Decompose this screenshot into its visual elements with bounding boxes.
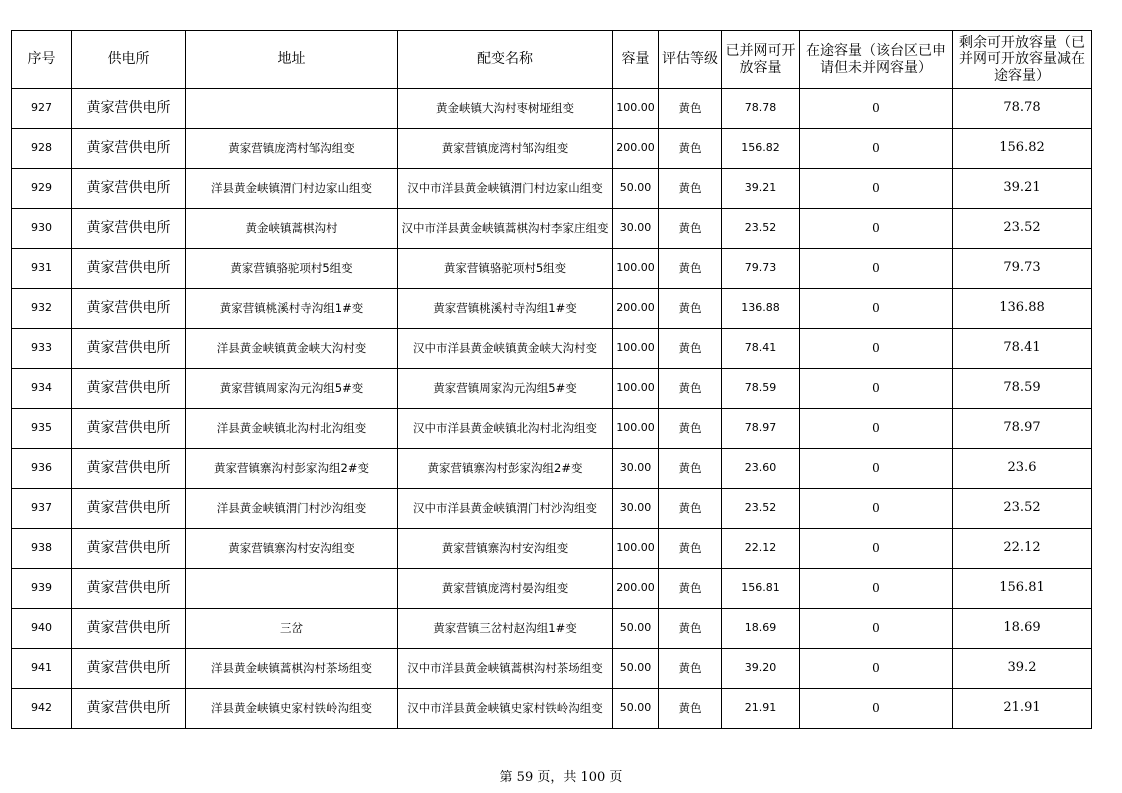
- cell-available: 23.60: [722, 449, 800, 489]
- cell-remaining: 21.91: [953, 689, 1092, 729]
- cell-in-transit: 0: [800, 369, 953, 409]
- cell-available: 23.52: [722, 489, 800, 529]
- table-row: [12, 409, 1092, 449]
- cell-grade: 黄色: [659, 89, 722, 129]
- cell-grade: 黄色: [659, 129, 722, 169]
- cell-seq: 936: [12, 449, 72, 489]
- cell-seq: 934: [12, 369, 72, 409]
- cell-remaining: 78.97: [953, 409, 1092, 449]
- cell-seq: 933: [12, 329, 72, 369]
- cell-address: 黄家营镇骆驼项村5组变: [186, 249, 398, 289]
- cell-in-transit: 0: [800, 249, 953, 289]
- cell-grade: 黄色: [659, 369, 722, 409]
- cell-grade: 黄色: [659, 529, 722, 569]
- cell-grade: 黄色: [659, 169, 722, 209]
- header-station: 供电所: [72, 31, 186, 89]
- cell-grade: 黄色: [659, 249, 722, 289]
- cell-in-transit: 0: [800, 129, 953, 169]
- cell-capacity: 100.00: [613, 529, 659, 569]
- cell-available: 22.12: [722, 529, 800, 569]
- cell-address: 三岔: [186, 609, 398, 649]
- cell-available: 156.81: [722, 569, 800, 609]
- cell-transformer-name: 黄家营镇骆驼项村5组变: [398, 249, 613, 289]
- cell-grade: 黄色: [659, 569, 722, 609]
- cell-seq: 928: [12, 129, 72, 169]
- cell-grade: 黄色: [659, 489, 722, 529]
- cell-seq: 938: [12, 529, 72, 569]
- cell-remaining: 136.88: [953, 289, 1092, 329]
- cell-station: 黄家营供电所: [72, 649, 186, 689]
- cell-in-transit: 0: [800, 329, 953, 369]
- cell-capacity: 30.00: [613, 449, 659, 489]
- cell-capacity: 50.00: [613, 169, 659, 209]
- table-row: [12, 569, 1092, 609]
- cell-station: 黄家营供电所: [72, 329, 186, 369]
- cell-remaining: 18.69: [953, 609, 1092, 649]
- cell-seq: 935: [12, 409, 72, 449]
- table-row: [12, 289, 1092, 329]
- cell-in-transit: 0: [800, 449, 953, 489]
- cell-station: 黄家营供电所: [72, 569, 186, 609]
- cell-address: 黄家营镇庞湾村邹沟组变: [186, 129, 398, 169]
- cell-address: 洋县黄金峡镇渭门村沙沟组变: [186, 489, 398, 529]
- cell-capacity: 200.00: [613, 289, 659, 329]
- cell-address: 黄家营镇寨沟村安沟组变: [186, 529, 398, 569]
- cell-in-transit: 0: [800, 689, 953, 729]
- cell-in-transit: 0: [800, 489, 953, 529]
- cell-station: 黄家营供电所: [72, 369, 186, 409]
- cell-station: 黄家营供电所: [72, 409, 186, 449]
- table-row: [12, 369, 1092, 409]
- cell-grade: 黄色: [659, 409, 722, 449]
- cell-address: 洋县黄金峡镇黄金峡大沟村变: [186, 329, 398, 369]
- cell-address: 洋县黄金峡镇渭门村边家山组变: [186, 169, 398, 209]
- table-row: [12, 249, 1092, 289]
- cell-address: [186, 569, 398, 609]
- cell-station: 黄家营供电所: [72, 169, 186, 209]
- cell-transformer-name: 黄金峡镇大沟村枣树垭组变: [398, 89, 613, 129]
- cell-transformer-name: 汉中市洋县黄金峡镇史家村铁岭沟组变: [398, 689, 613, 729]
- cell-remaining: 156.82: [953, 129, 1092, 169]
- cell-available: 18.69: [722, 609, 800, 649]
- cell-transformer-name: 汉中市洋县黄金峡镇渭门村沙沟组变: [398, 489, 613, 529]
- cell-station: 黄家营供电所: [72, 449, 186, 489]
- cell-remaining: 78.41: [953, 329, 1092, 369]
- cell-in-transit: 0: [800, 169, 953, 209]
- cell-transformer-name: 汉中市洋县黄金峡镇北沟村北沟组变: [398, 409, 613, 449]
- cell-remaining: 22.12: [953, 529, 1092, 569]
- cell-address: 洋县黄金峡镇北沟村北沟组变: [186, 409, 398, 449]
- table-row: [12, 169, 1092, 209]
- cell-available: 78.78: [722, 89, 800, 129]
- cell-in-transit: 0: [800, 529, 953, 569]
- cell-capacity: 100.00: [613, 89, 659, 129]
- cell-station: 黄家营供电所: [72, 609, 186, 649]
- cell-station: 黄家营供电所: [72, 89, 186, 129]
- cell-in-transit: 0: [800, 409, 953, 449]
- cell-seq: 937: [12, 489, 72, 529]
- table-header-row: [12, 31, 1092, 89]
- cell-station: 黄家营供电所: [72, 529, 186, 569]
- cell-transformer-name: 汉中市洋县黄金峡镇黄金峡大沟村变: [398, 329, 613, 369]
- cell-capacity: 30.00: [613, 489, 659, 529]
- cell-station: 黄家营供电所: [72, 489, 186, 529]
- cell-seq: 930: [12, 209, 72, 249]
- cell-seq: 931: [12, 249, 72, 289]
- cell-in-transit: 0: [800, 209, 953, 249]
- cell-remaining: 79.73: [953, 249, 1092, 289]
- header-address: 地址: [186, 31, 398, 89]
- cell-seq: 941: [12, 649, 72, 689]
- cell-capacity: 200.00: [613, 129, 659, 169]
- table-row: [12, 529, 1092, 569]
- cell-remaining: 23.52: [953, 489, 1092, 529]
- table-row: [12, 209, 1092, 249]
- cell-address: [186, 89, 398, 129]
- cell-station: 黄家营供电所: [72, 129, 186, 169]
- cell-in-transit: 0: [800, 289, 953, 329]
- cell-available: 39.21: [722, 169, 800, 209]
- header-transformer: 配变名称: [398, 31, 613, 89]
- cell-seq: 940: [12, 609, 72, 649]
- cell-station: 黄家营供电所: [72, 209, 186, 249]
- cell-capacity: 50.00: [613, 609, 659, 649]
- header-in-transit: 在途容量（该台区已申请但未并网容量）: [800, 31, 953, 89]
- cell-available: 79.73: [722, 249, 800, 289]
- cell-remaining: 39.2: [953, 649, 1092, 689]
- table-row: [12, 609, 1092, 649]
- cell-capacity: 100.00: [613, 329, 659, 369]
- cell-capacity: 100.00: [613, 409, 659, 449]
- capacity-table: [11, 30, 1092, 729]
- cell-available: 156.82: [722, 129, 800, 169]
- cell-address: 洋县黄金峡镇蒿棋沟村茶场组变: [186, 649, 398, 689]
- cell-remaining: 78.59: [953, 369, 1092, 409]
- header-available: 已并网可开放容量: [722, 31, 800, 89]
- header-grade: 评估等级: [659, 31, 722, 89]
- cell-address: 黄金峡镇蒿棋沟村: [186, 209, 398, 249]
- cell-grade: 黄色: [659, 689, 722, 729]
- cell-transformer-name: 黄家营镇寨沟村彭家沟组2#变: [398, 449, 613, 489]
- cell-transformer-name: 黄家营镇寨沟村安沟组变: [398, 529, 613, 569]
- cell-transformer-name: 黄家营镇周家沟元沟组5#变: [398, 369, 613, 409]
- cell-remaining: 78.78: [953, 89, 1092, 129]
- table-row: [12, 489, 1092, 529]
- cell-capacity: 200.00: [613, 569, 659, 609]
- table-row: [12, 129, 1092, 169]
- cell-transformer-name: 汉中市洋县黄金峡镇蒿棋沟村李家庄组变: [398, 209, 613, 249]
- header-seq: 序号: [12, 31, 72, 89]
- cell-station: 黄家营供电所: [72, 289, 186, 329]
- cell-seq: 939: [12, 569, 72, 609]
- page-footer: 第 59 页，共 100 页: [499, 770, 623, 785]
- header-capacity: 容量: [613, 31, 659, 89]
- cell-available: 21.91: [722, 689, 800, 729]
- cell-seq: 927: [12, 89, 72, 129]
- table-row: [12, 89, 1092, 129]
- cell-in-transit: 0: [800, 609, 953, 649]
- cell-transformer-name: 黄家营镇庞湾村晏沟组变: [398, 569, 613, 609]
- header-remaining: 剩余可开放容量（已并网可开放容量减在途容量）: [953, 31, 1092, 89]
- cell-available: 39.20: [722, 649, 800, 689]
- cell-remaining: 23.6: [953, 449, 1092, 489]
- cell-capacity: 50.00: [613, 689, 659, 729]
- cell-in-transit: 0: [800, 569, 953, 609]
- cell-station: 黄家营供电所: [72, 249, 186, 289]
- cell-available: 136.88: [722, 289, 800, 329]
- cell-capacity: 30.00: [613, 209, 659, 249]
- cell-grade: 黄色: [659, 649, 722, 689]
- cell-station: 黄家营供电所: [72, 689, 186, 729]
- cell-transformer-name: 黄家营镇三岔村赵沟组1#变: [398, 609, 613, 649]
- cell-remaining: 156.81: [953, 569, 1092, 609]
- table-row: [12, 689, 1092, 729]
- table-row: [12, 329, 1092, 369]
- cell-transformer-name: 汉中市洋县黄金峡镇渭门村边家山组变: [398, 169, 613, 209]
- cell-grade: 黄色: [659, 289, 722, 329]
- cell-remaining: 39.21: [953, 169, 1092, 209]
- cell-in-transit: 0: [800, 649, 953, 689]
- cell-transformer-name: 黄家营镇庞湾村邹沟组变: [398, 129, 613, 169]
- cell-transformer-name: 汉中市洋县黄金峡镇蒿棋沟村茶场组变: [398, 649, 613, 689]
- cell-available: 78.41: [722, 329, 800, 369]
- cell-seq: 942: [12, 689, 72, 729]
- cell-available: 78.59: [722, 369, 800, 409]
- cell-capacity: 50.00: [613, 649, 659, 689]
- cell-address: 黄家营镇寨沟村彭家沟组2#变: [186, 449, 398, 489]
- cell-grade: 黄色: [659, 209, 722, 249]
- cell-capacity: 100.00: [613, 369, 659, 409]
- cell-grade: 黄色: [659, 329, 722, 369]
- cell-address: 黄家营镇桃溪村寺沟组1#变: [186, 289, 398, 329]
- cell-address: 黄家营镇周家沟元沟组5#变: [186, 369, 398, 409]
- table-row: [12, 449, 1092, 489]
- cell-transformer-name: 黄家营镇桃溪村寺沟组1#变: [398, 289, 613, 329]
- cell-available: 23.52: [722, 209, 800, 249]
- cell-capacity: 100.00: [613, 249, 659, 289]
- cell-address: 洋县黄金峡镇史家村铁岭沟组变: [186, 689, 398, 729]
- table-row: [12, 649, 1092, 689]
- cell-remaining: 23.52: [953, 209, 1092, 249]
- cell-seq: 929: [12, 169, 72, 209]
- cell-seq: 932: [12, 289, 72, 329]
- cell-grade: 黄色: [659, 449, 722, 489]
- cell-available: 78.97: [722, 409, 800, 449]
- cell-grade: 黄色: [659, 609, 722, 649]
- cell-in-transit: 0: [800, 89, 953, 129]
